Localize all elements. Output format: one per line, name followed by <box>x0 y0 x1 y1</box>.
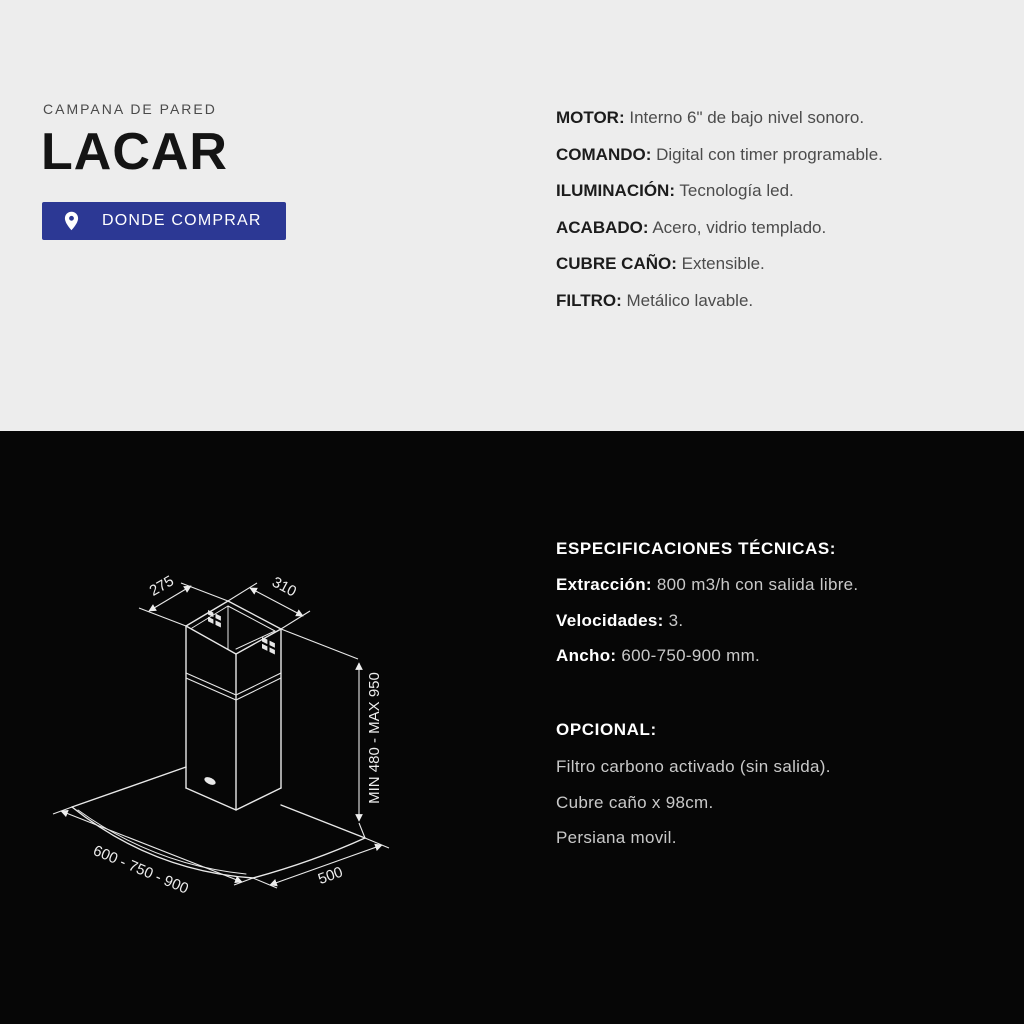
spec-row: Ancho: 600-750-900 mm. <box>556 646 761 665</box>
location-pin-icon <box>63 211 80 231</box>
product-title: LACAR <box>41 123 228 181</box>
hood-technical-diagram <box>40 545 460 925</box>
dim-hood-depth: 500 <box>315 863 346 889</box>
feature-row: ILUMINACIÓN: Tecnología led. <box>556 181 794 200</box>
tech-specs-heading: ESPECIFICACIONES TÉCNICAS: <box>556 539 837 558</box>
vent-grid-icons <box>208 610 275 655</box>
feature-list <box>556 109 996 328</box>
where-to-buy-label: DONDE COMPRAR <box>102 212 262 229</box>
feature-row: FILTRO: Metálico lavable. <box>556 290 754 310</box>
product-category: CAMPANA DE PARED <box>43 101 217 117</box>
where-to-buy-button[interactable] <box>42 202 286 240</box>
spec-row: Velocidades: 3. <box>556 610 684 630</box>
dimension-lines <box>61 586 382 885</box>
feature-row: MOTOR: Interno 6" de bajo nivel sonoro. <box>556 108 865 127</box>
optional-row: Cubre caño x 98cm. <box>556 792 714 812</box>
dim-duct-width: 310 <box>269 573 300 601</box>
dim-hood-widths: 600 - 750 - 900 <box>90 842 191 898</box>
feature-row: CUBRE CAÑO: Extensible. <box>556 254 765 273</box>
optional-row: Filtro carbono activado (sin salida). <box>556 757 831 776</box>
hero-section <box>0 0 1024 431</box>
dim-duct-depth: 275 <box>146 572 177 600</box>
hood-outline <box>72 601 365 878</box>
feature-row: COMANDO: Digital con timer programable. <box>556 144 883 164</box>
feature-row: ACABADO: Acero, vidrio templado. <box>556 217 827 237</box>
optional-heading: OPCIONAL: <box>556 720 657 739</box>
dimension-extension-lines <box>53 583 389 888</box>
control-light <box>203 776 217 787</box>
spec-row: Extracción: 800 m3/h con salida libre. <box>556 575 859 594</box>
dim-height-range: MIN 480 - MAX 950 <box>366 672 383 804</box>
tech-specs-column <box>556 540 996 865</box>
optional-row: Persiana movil. <box>556 828 677 847</box>
